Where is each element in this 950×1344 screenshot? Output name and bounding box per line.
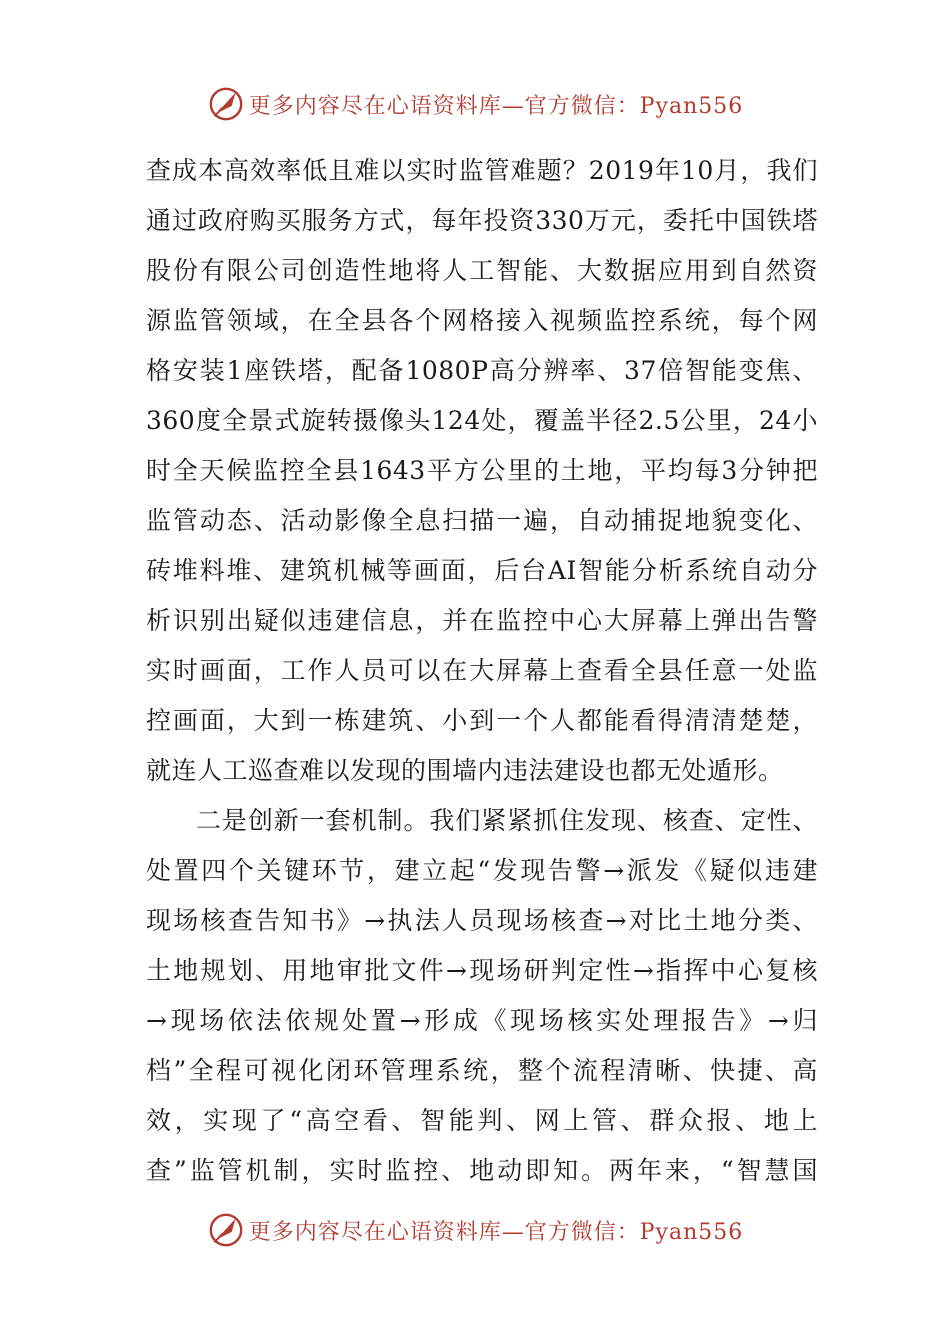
body-line-9: 砖堆料堆、建筑机械等画面，后台AI智能分析系统自动分 bbox=[146, 556, 818, 585]
footer-watermark-banner bbox=[0, 1206, 950, 1254]
body-line-3: 股份有限公司创造性地将人工智能、大数据应用到自然资 bbox=[146, 256, 818, 285]
quill-logo-icon bbox=[207, 1211, 245, 1249]
body-line-20: 效，实现了“高空看、智能判、网上管、群众报、地上 bbox=[146, 1106, 818, 1135]
body-line-17: 土地规划、用地审批文件→现场研判定性→指挥中心复核 bbox=[146, 956, 818, 985]
header-watermark-text: 更多内容尽在心语资料库—官方微信：Pyan556 bbox=[248, 93, 744, 119]
body-line-12: 控画面，大到一栋建筑、小到一个人都能看得清清楚楚， bbox=[146, 706, 818, 735]
body-line-19: 档”全程可视化闭环管理系统，整个流程清晰、快捷、高 bbox=[146, 1056, 818, 1085]
body-line-2: 通过政府购买服务方式，每年投资330万元，委托中国铁塔 bbox=[146, 206, 818, 235]
body-line-5: 格安装1座铁塔，配备1080P高分辨率、37倍智能变焦、 bbox=[146, 356, 818, 385]
body-line-15: 处置四个关键环节，建立起“发现告警→派发《疑似违建 bbox=[146, 856, 818, 885]
body-line-4: 源监管领域，在全县各个网格接入视频监控系统，每个网 bbox=[146, 306, 818, 335]
body-line-10: 析识别出疑似违建信息，并在监控中心大屏幕上弹出告警 bbox=[146, 606, 818, 635]
header-watermark-banner bbox=[0, 80, 950, 128]
body-line-18: →现场依法依规处置→形成《现场核实处理报告》→归 bbox=[146, 1006, 818, 1035]
body-line-8: 监管动态、活动影像全息扫描一遍，自动捕捉地貌变化、 bbox=[146, 506, 818, 535]
body-line-13: 就连人工巡查难以发现的围墙内违法建设也都无处遁形。 bbox=[146, 756, 784, 785]
body-line-1: 查成本高效率低且难以实时监管难题？2019年10月，我们 bbox=[146, 156, 818, 185]
body-line-11: 实时画面，工作人员可以在大屏幕上查看全县任意一处监 bbox=[146, 656, 818, 685]
body-line-16: 现场核查告知书》→执法人员现场核查→对比土地分类、 bbox=[146, 906, 818, 935]
body-line-21: 查”监管机制，实时监控、地动即知。两年来，“智慧国 bbox=[146, 1156, 818, 1185]
footer-watermark-text: 更多内容尽在心语资料库—官方微信：Pyan556 bbox=[248, 1219, 744, 1245]
document-body bbox=[146, 146, 818, 1196]
body-line-14: 二是创新一套机制。我们紧紧抓住发现、核查、定性、 bbox=[196, 806, 818, 835]
quill-logo-icon bbox=[207, 85, 245, 123]
body-line-6: 360度全景式旋转摄像头124处，覆盖半径2.5公里，24小 bbox=[146, 406, 818, 435]
body-line-7: 时全天候监控全县1643平方公里的土地，平均每3分钟把 bbox=[146, 456, 818, 485]
